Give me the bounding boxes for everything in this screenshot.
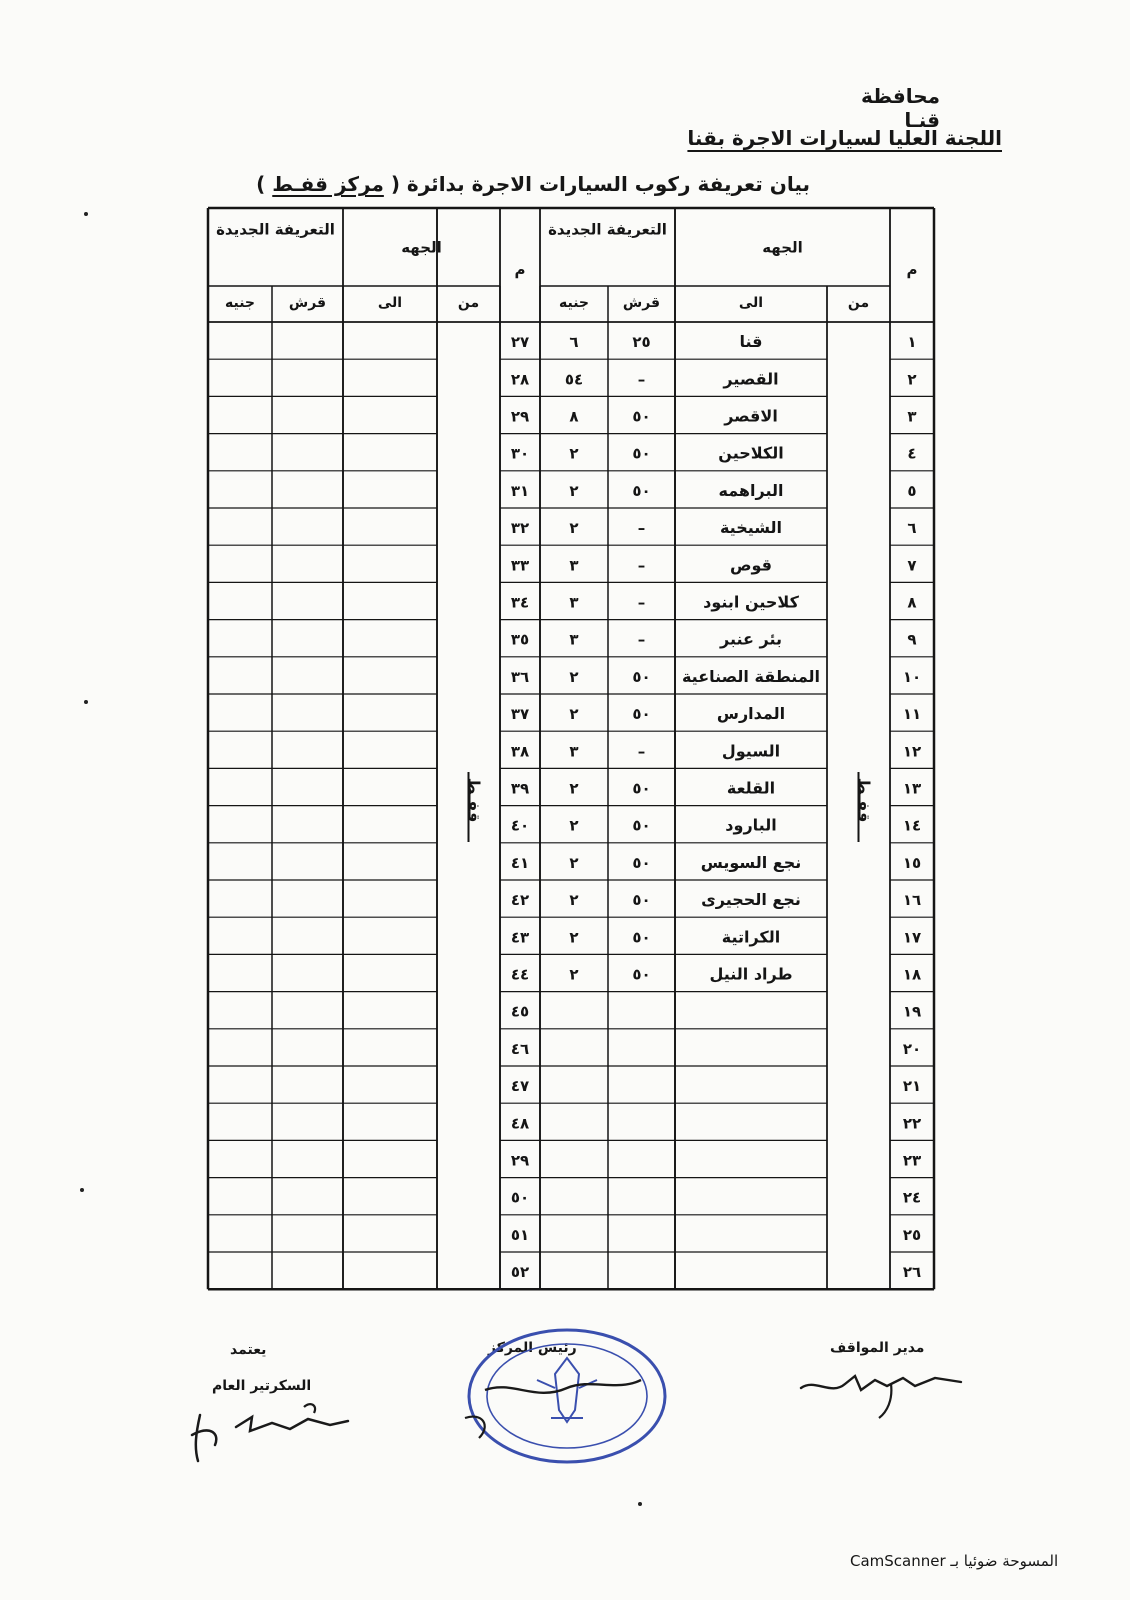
row-number-right: ١٧: [902, 928, 922, 947]
governorate-heading: محافظة قنـا: [860, 84, 940, 132]
right-piaster-header: قرش: [622, 295, 661, 311]
route-destination: كلاحين ابنود: [703, 592, 799, 612]
route-destination: نجع السويس: [700, 852, 802, 872]
title-prefix: بيان تعريفة ركوب السيارات الاجرة بدائرة (: [390, 172, 810, 196]
row-number-right: ١: [907, 333, 917, 352]
row-number-right: ٥: [907, 481, 917, 500]
route-pound: ٢: [569, 779, 579, 798]
row-number-left: ٣١: [510, 481, 530, 500]
route-pound: ٨: [569, 407, 579, 426]
left-to-header: الى: [377, 295, 403, 311]
route-piaster: ٥٠: [632, 407, 651, 426]
row-number-left: ٢٩: [510, 407, 530, 426]
row-number-right: ٦: [907, 519, 917, 538]
row-number-left: ٤٣: [510, 928, 530, 947]
title-center: مركز قفـط: [272, 172, 384, 196]
row-number-right: ٢١: [902, 1077, 922, 1096]
route-pound: ٢: [569, 853, 579, 872]
from-origin-left: [465, 772, 484, 842]
route-pound: ٥٤: [564, 370, 584, 389]
route-pound: ٣: [569, 742, 579, 761]
route-destination: البراهمه: [718, 480, 784, 500]
row-number-left: ٤٧: [510, 1077, 530, 1096]
route-pound: ٢: [569, 519, 579, 538]
row-number-right: ١٠: [902, 667, 922, 686]
row-number-left: ٢٧: [510, 333, 530, 352]
right-pound-header: جنيه: [558, 295, 590, 311]
route-piaster: –: [637, 556, 646, 575]
row-number-left: ٤٢: [510, 891, 530, 910]
route-pound: ٢: [569, 667, 579, 686]
row-number-left: ٥٢: [510, 1263, 530, 1282]
route-pound: ٢: [569, 705, 579, 724]
left-tariff-header: التعريفة الجديدة: [216, 220, 335, 239]
committee-heading: اللجنة العليا لسيارات الاجرة بقنا: [687, 126, 1002, 150]
route-piaster: –: [637, 370, 646, 389]
route-piaster: ٥٠: [632, 444, 651, 463]
route-piaster: –: [637, 630, 646, 649]
row-number-left: ٢٩: [510, 1151, 530, 1170]
parking-manager-label: مدير المواقف: [830, 1340, 925, 1356]
scan-dot: [638, 1502, 642, 1506]
row-number-left: ٣٨: [510, 742, 530, 761]
right-direction-header: الجهه: [762, 238, 803, 257]
route-piaster: ٥٠: [632, 779, 651, 798]
row-number-right: ٢٦: [902, 1263, 922, 1282]
route-destination: نجع الحجيرى: [701, 890, 801, 910]
center-head-label: رئيس المركز: [488, 1340, 577, 1356]
secretary-general-label: السكرتير العام: [212, 1378, 312, 1394]
route-pound: ٣: [569, 593, 579, 612]
row-number-left: ٣٠: [510, 444, 530, 463]
route-destination: الشيخية: [719, 518, 783, 538]
approve-label: يعتمد: [230, 1342, 267, 1358]
row-number-right: ١٢: [902, 742, 922, 761]
row-number-left: ٣٤: [510, 593, 530, 612]
route-piaster: –: [637, 742, 646, 761]
official-stamp: [455, 1318, 680, 1468]
right-num-header: م: [906, 260, 918, 279]
row-number-left: ٤١: [510, 853, 530, 872]
route-pound: ٣: [569, 630, 579, 649]
row-number-left: ٣٣: [510, 556, 530, 575]
row-number-left: ٣٩: [510, 779, 530, 798]
row-number-right: ٧: [907, 556, 917, 575]
row-number-left: ٤٨: [510, 1114, 530, 1133]
route-piaster: ٥٠: [632, 965, 651, 984]
row-number-right: ٢٤: [902, 1188, 922, 1207]
route-pound: ٢: [569, 481, 579, 500]
route-pound: ٢: [569, 891, 579, 910]
row-number-left: ٤٠: [510, 816, 530, 835]
row-number-left: ٤٦: [510, 1039, 530, 1058]
right-from-header: من: [847, 295, 870, 311]
row-number-right: ٢٢: [902, 1114, 922, 1133]
row-number-right: ١٨: [902, 965, 922, 984]
row-number-right: ٢: [907, 370, 917, 389]
row-number-right: ١٩: [902, 1002, 922, 1021]
route-destination: قنا: [739, 332, 763, 352]
route-piaster: ٥٠: [632, 705, 651, 724]
row-number-right: ٢٠: [902, 1039, 922, 1058]
row-number-left: ٤٤: [510, 965, 530, 984]
row-number-left: ٣٥: [510, 630, 530, 649]
route-pound: ٢: [569, 928, 579, 947]
row-number-right: ١١: [902, 705, 922, 724]
row-number-right: ٣: [907, 407, 917, 426]
row-number-right: ١٣: [902, 779, 922, 798]
left-pound-header: جنيه: [224, 295, 256, 311]
row-number-right: ٢٣: [902, 1151, 922, 1170]
route-pound: ٦: [569, 333, 579, 352]
right-to-header: الى: [738, 295, 764, 311]
route-destination: الاقصر: [724, 406, 778, 426]
route-piaster: ٢٥: [632, 333, 651, 352]
route-piaster: ٥٠: [632, 816, 651, 835]
left-from-header: من: [457, 295, 480, 311]
row-number-right: ٨: [907, 593, 917, 612]
scanner-footer: المسوحة ضوئيا بـ CamScanner: [850, 1552, 1059, 1570]
route-pound: ٢: [569, 965, 579, 984]
row-number-left: ٤٥: [510, 1002, 530, 1021]
route-piaster: ٥٠: [632, 928, 651, 947]
row-number-right: ١٦: [902, 891, 922, 910]
route-destination: المدارس: [716, 704, 786, 724]
left-direction-header: الجهه: [401, 238, 442, 257]
row-number-right: ١٤: [902, 816, 922, 835]
route-destination: القلعة: [726, 778, 776, 798]
title-suffix: ): [256, 172, 266, 196]
row-number-left: ٥١: [510, 1225, 530, 1244]
route-piaster: –: [637, 593, 646, 612]
left-num-header: م: [514, 260, 526, 279]
row-number-left: ٣٢: [510, 519, 530, 538]
route-destination: بئر عنبر: [719, 629, 783, 649]
route-destination: القصير: [723, 369, 779, 389]
route-destination: البارود: [725, 815, 777, 835]
row-number-right: ٤: [907, 444, 917, 463]
route-destination: الكراتية: [721, 927, 781, 947]
route-piaster: –: [637, 519, 646, 538]
route-destination: السيول: [721, 741, 781, 761]
route-pound: ٢: [569, 816, 579, 835]
secretary-signature: [180, 1395, 370, 1465]
route-destination: المنطقة الصناعية: [681, 666, 821, 686]
route-piaster: ٥٠: [632, 667, 651, 686]
route-pound: ٢: [569, 444, 579, 463]
row-number-left: ٣٦: [510, 667, 530, 686]
parking-manager-signature: [795, 1356, 975, 1426]
route-piaster: ٥٠: [632, 853, 651, 872]
row-number-right: ١٥: [902, 853, 922, 872]
row-number-right: ٩: [907, 630, 917, 649]
route-destination: قوص: [729, 555, 773, 575]
route-destination: الكلاحين: [718, 443, 784, 463]
row-number-left: ٥٠: [510, 1188, 530, 1207]
route-destination: طراد النيل: [709, 964, 793, 984]
row-number-left: ٢٨: [510, 370, 530, 389]
route-pound: ٣: [569, 556, 579, 575]
right-tariff-header: التعريفة الجديدة: [548, 220, 667, 239]
from-origin-label: قفـط: [854, 777, 874, 823]
route-piaster: ٥٠: [632, 481, 651, 500]
from-origin-right: [855, 772, 874, 842]
from-origin-label: قفـط: [464, 777, 484, 823]
row-number-right: ٢٥: [902, 1225, 922, 1244]
route-piaster: ٥٠: [632, 891, 651, 910]
row-number-left: ٣٧: [510, 705, 530, 724]
left-piaster-header: قرش: [288, 295, 327, 311]
